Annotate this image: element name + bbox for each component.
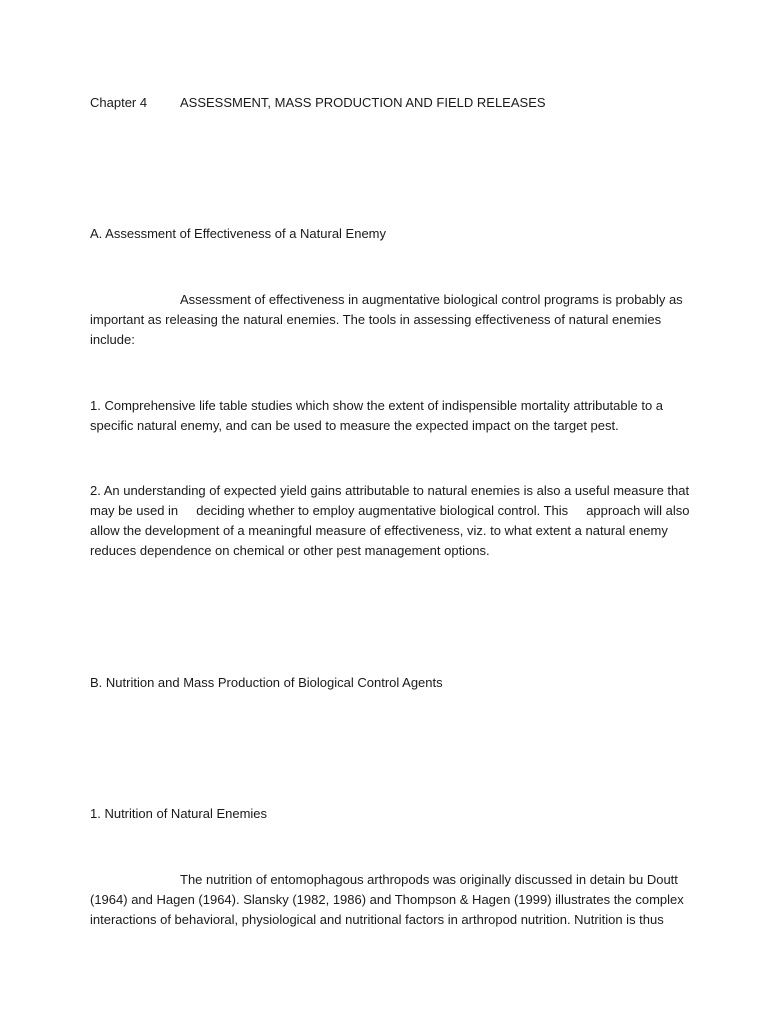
paragraph-line: include: bbox=[90, 332, 135, 347]
paragraph-line: interactions of behavioral, physiological and nutritional factors in arthropod nutrition. Nutrition is thus bbox=[90, 912, 664, 927]
section-b-paragraph bbox=[90, 870, 684, 930]
section-b-subheading: 1. Nutrition of Natural Enemies bbox=[90, 806, 268, 821]
paragraph-line: specific natural enemy, and can be used to measure the expected impact on the target pest. bbox=[90, 418, 619, 433]
chapter-heading bbox=[90, 93, 546, 113]
section-a-intro-paragraph bbox=[90, 290, 683, 350]
section-a-item-1 bbox=[90, 396, 680, 436]
paragraph-text: The nutrition of entomophagous arthropods was originally discussed in detain bu Doutt bbox=[180, 872, 678, 887]
chapter-label: Chapter 4 bbox=[90, 95, 148, 110]
paragraph-line: may be used in deciding whether to employ augmentative biological control. This approach will also bbox=[90, 503, 690, 518]
paragraph-line: 2. An understanding of expected yield gains attributable to natural enemies is also a useful measure that bbox=[90, 483, 690, 498]
paragraph-line bbox=[90, 870, 680, 890]
chapter-title: ASSESSMENT, MASS PRODUCTION AND FIELD RELEASES bbox=[180, 95, 546, 110]
paragraph-line: important as releasing the natural enemies. The tools in assessing effectiveness of natural enemies bbox=[90, 312, 662, 327]
section-b-heading: B. Nutrition and Mass Production of Biological Control Agents bbox=[90, 675, 443, 690]
paragraph-line: 1. Comprehensive life table studies which show the extent of indispensible mortality attributable to a bbox=[90, 398, 664, 413]
section-a-heading: A. Assessment of Effectiveness of a Natural Enemy bbox=[90, 226, 387, 241]
paragraph-text: Assessment of effectiveness in augmentative biological control programs is probably as bbox=[180, 292, 683, 307]
paragraph-line: allow the development of a meaningful measure of effectiveness, viz. to what extent a natural enemy bbox=[90, 523, 668, 538]
paragraph-line bbox=[90, 290, 683, 310]
paragraph-line: (1964) and Hagen (1964). Slansky (1982, 1986) and Thompson & Hagen (1999) illustrates the complex bbox=[90, 892, 684, 907]
section-a-item-2 bbox=[90, 481, 690, 561]
paragraph-line: reduces dependence on chemical or other pest management options. bbox=[90, 543, 490, 558]
